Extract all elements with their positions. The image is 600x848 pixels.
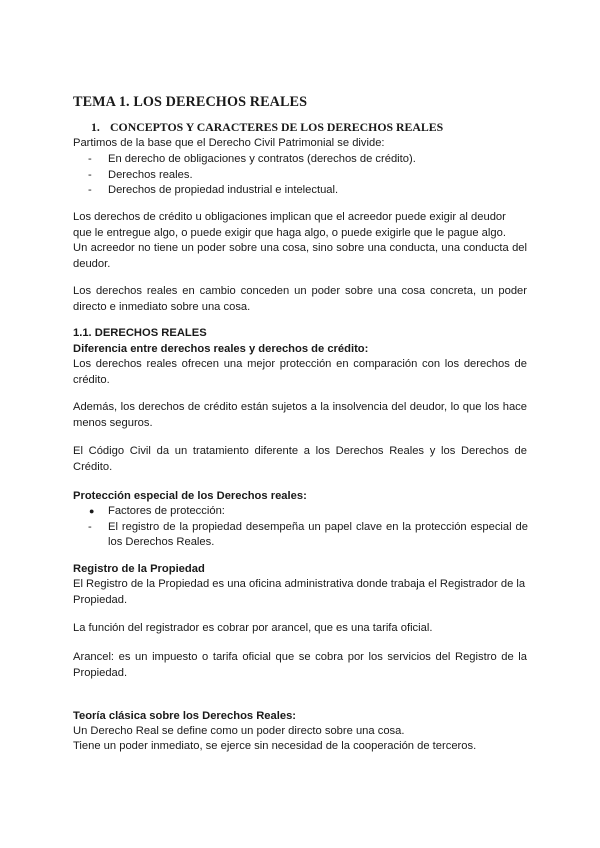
subheading: Protección especial de los Derechos reales: [73,490,307,502]
dash-marker: - [88,153,92,165]
paragraph: Tiene un poder inmediato, se ejerce sin necesidad de la cooperación de terceros. [73,740,477,752]
division-list [88,152,528,199]
dash-marker: - [88,184,92,196]
paragraph: Arancel: es un impuesto o tarifa oficial que se cobra por los servicios del Registro de la Propiedad. [73,651,527,679]
section-heading-number: 1. [91,120,100,134]
list-item-text: Derechos reales. [108,168,193,181]
bullet-marker: ● [89,506,95,516]
dash-marker: - [88,168,92,181]
subheading: Registro de la Propiedad [73,563,205,575]
list-item [88,168,528,184]
list-item-text: En derecho de obligaciones y contratos (derechos de crédito). [108,153,416,165]
list-item-text: Derechos de propiedad industrial e intelectual. [108,184,339,196]
paragraph: Además, los derechos de crédito están sujetos a la insolvencia del deudor, lo que los hace menos seguros. [73,401,527,429]
paragraph: El Registro de la Propiedad es una oficina administrativa donde trabaja el Registrador de la Propiedad. [73,578,526,606]
paragraph: Los derechos reales en cambio conceden un poder sobre una cosa concreta, un poder directo e inmediato sobre una cosa. [73,285,527,313]
subheading: Teoría clásica sobre los Derechos Reales: [73,710,297,722]
list-item [88,183,528,199]
list-item [88,504,528,520]
list-item [88,152,528,168]
paragraph: La función del registrador es cobrar por arancel, que es una tarifa oficial. [73,622,433,634]
paragraph: Los derechos de crédito u obligaciones implican que el acreedor puede exigir al deudor que le entregue algo, o puede exigir que haga algo, o puede exigirle que le pague algo. [73,211,506,239]
subheading: Diferencia entre derechos reales y derechos de crédito: [73,343,369,355]
dash-marker: - [88,520,92,533]
protection-list [88,504,528,551]
paragraph: Un Derecho Real se define como un poder directo sobre una cosa. [73,725,405,737]
page-title: TEMA 1. LOS DERECHOS REALES [73,94,308,110]
list-item [88,520,528,551]
subsection-heading: 1.1. DERECHOS REALES [73,327,207,339]
paragraph: El Código Civil da un tratamiento diferente a los Derechos Reales y los Derechos de Crédito. [73,445,527,473]
list-item-text: Factores de protección: [108,505,225,517]
paragraph: Un acreedor no tiene un poder sobre una cosa, sino sobre una conducta, una conducta del deudor. [73,242,527,270]
section-heading: CONCEPTOS Y CARACTERES DE LOS DERECHOS REALES [110,120,444,134]
list-item-text: El registro de la propiedad desempeña un papel clave en la protección especial de los Derechos Reales. [108,520,528,548]
intro-paragraph: Partimos de la base que el Derecho Civil Patrimonial se divide: [73,137,385,149]
paragraph: Los derechos reales ofrecen una mejor protección en comparación con los derechos de crédito. [73,358,527,386]
